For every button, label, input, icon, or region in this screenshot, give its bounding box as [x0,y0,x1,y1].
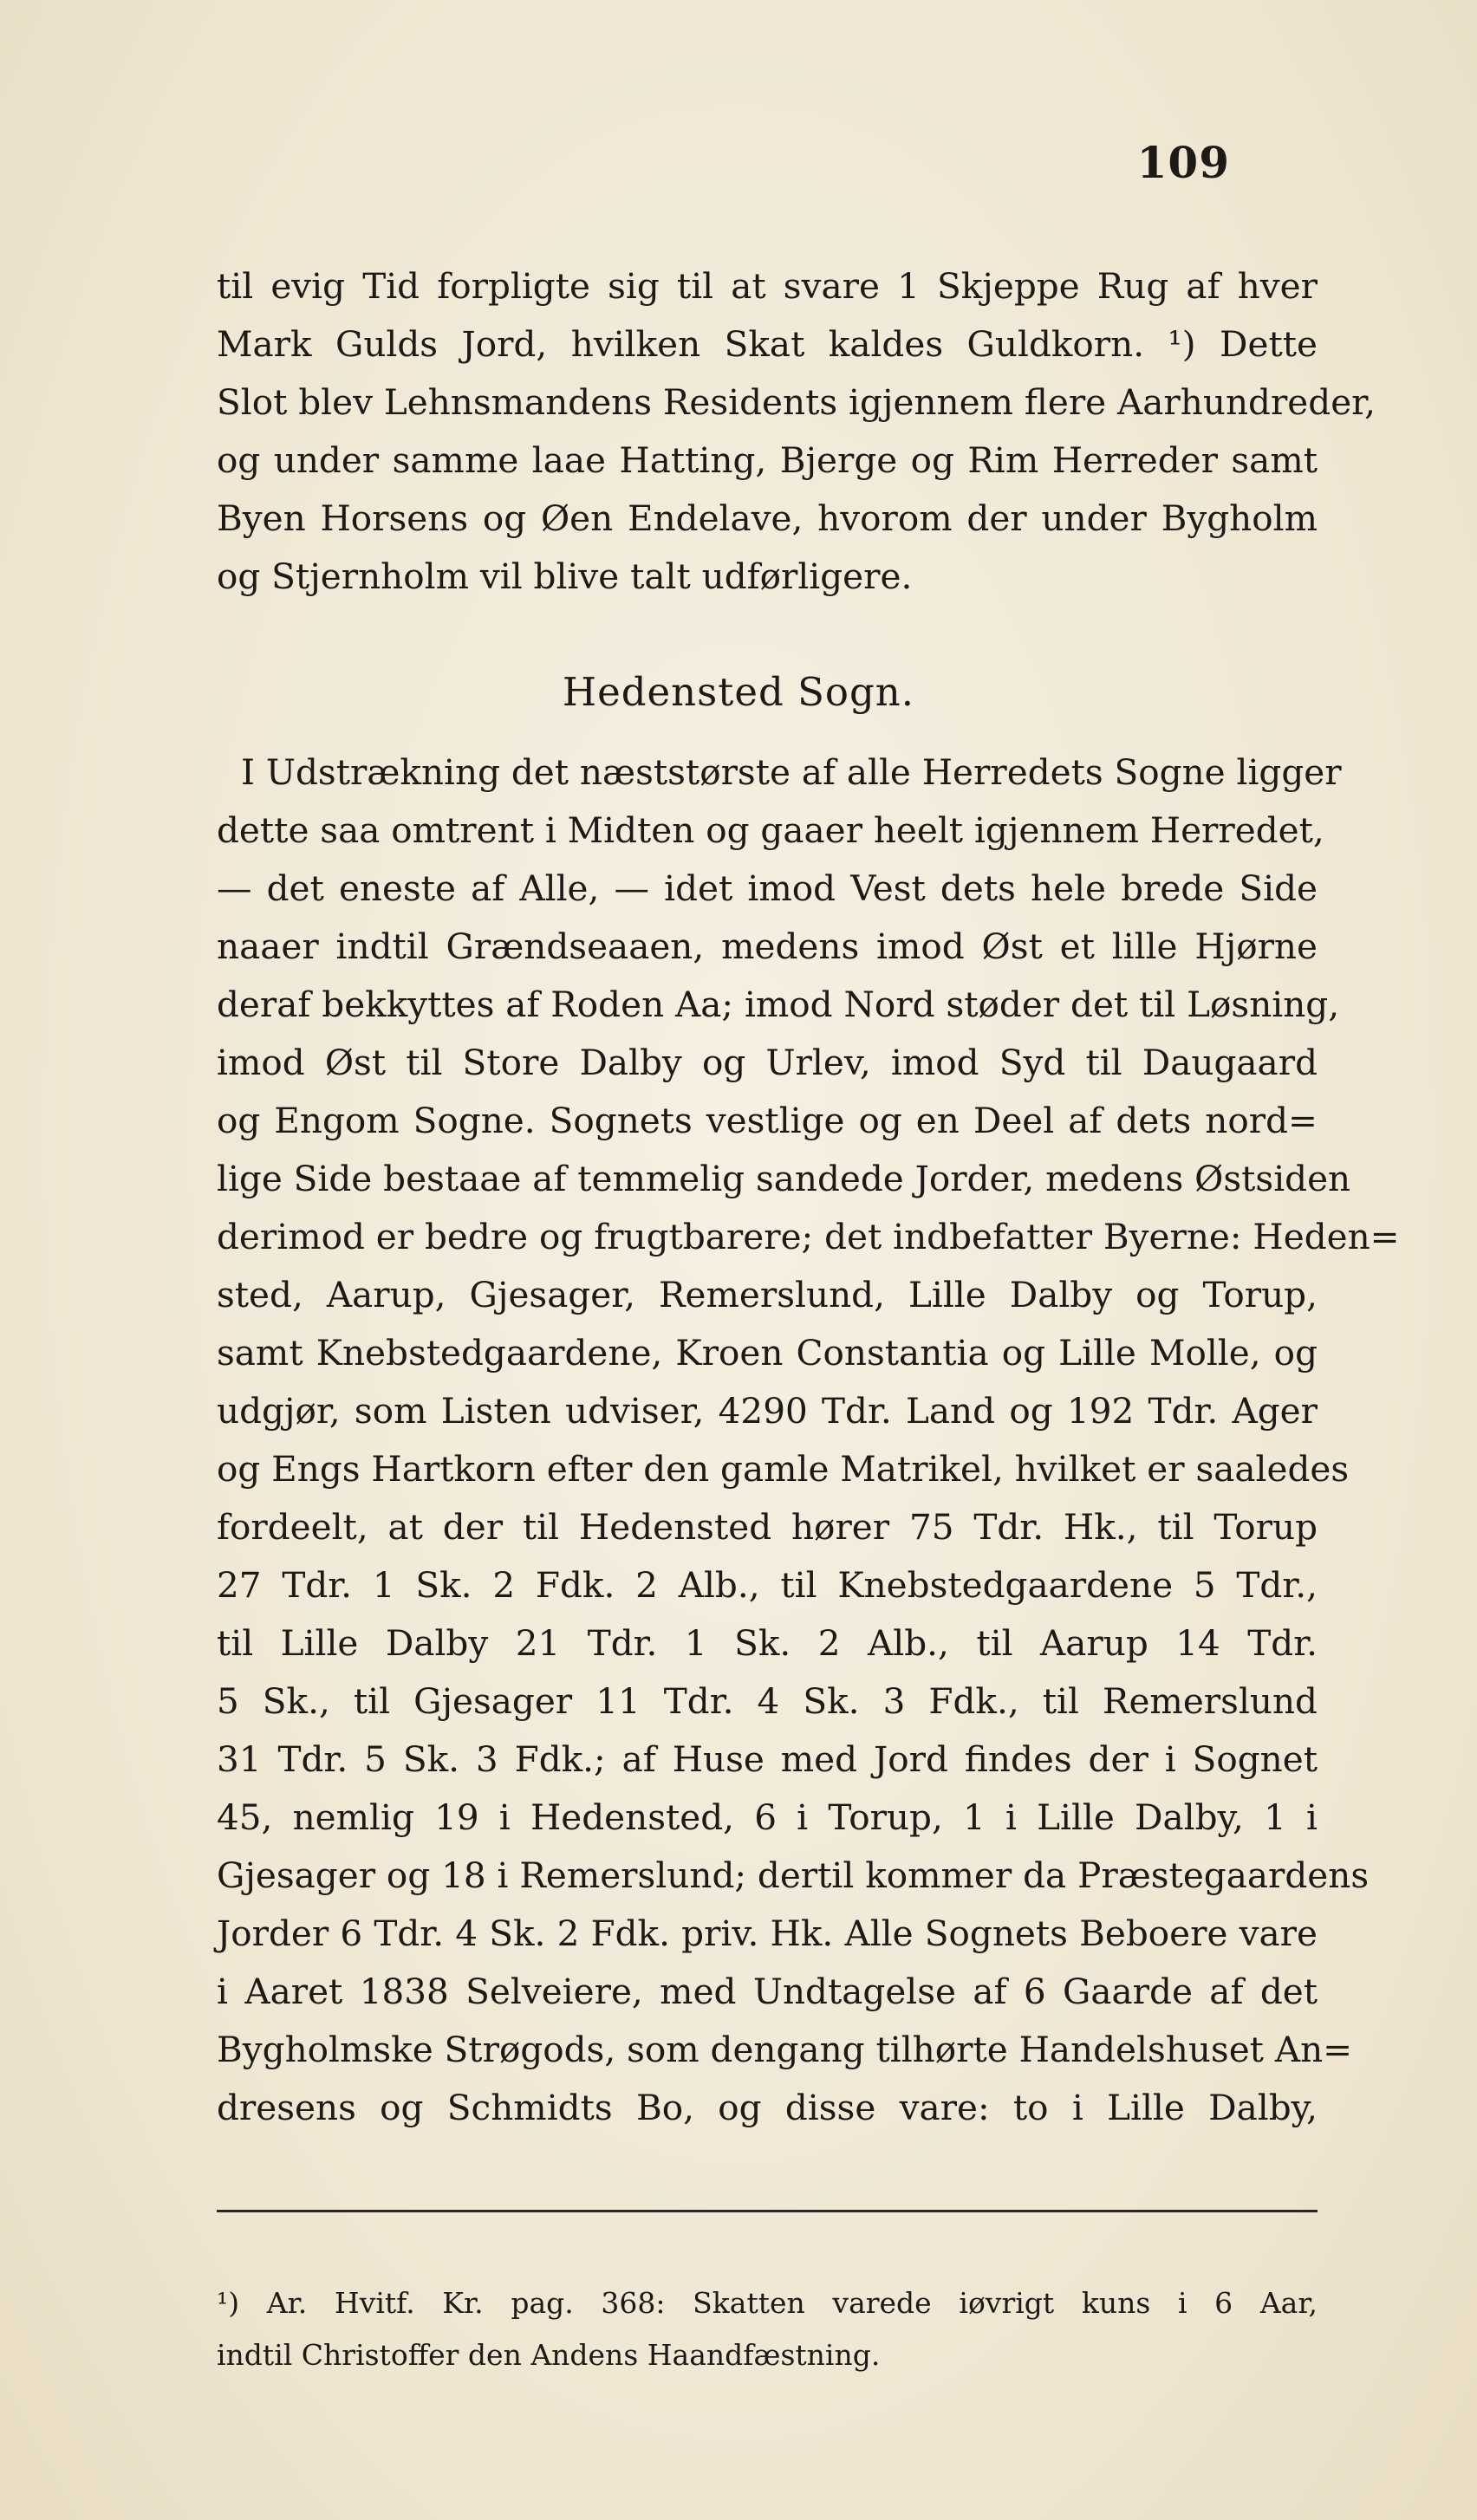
text-line: — det eneste af Alle, — idet imod Vest dets hele brede Side [217,867,1318,909]
text-line: 45, nemlig 19 i Hedensted, 6 i Torup, 1 i Lille Dalby, 1 i [217,1796,1318,1838]
text-line: Bygholmske Strøgods, som dengang tilhørte Handelshuset An= [217,2029,1353,2070]
paragraph-main [217,744,1400,2137]
text-line: Gjesager og 18 i Remerslund; dertil kommer da Præstegaardens [217,1854,1370,1896]
text-line: til Lille Dalby 21 Tdr. 1 Sk. 2 Alb., til Aarup 14 Tdr. [217,1622,1318,1664]
page-number: 109 [1136,137,1230,188]
footnote [217,2277,1318,2381]
text-line: og Stjernholm vil blive talt udførligere. [217,555,913,597]
text-line: naaer indtil Grændseaaen, medens imod Øst et lille Hjørne [217,926,1318,967]
footnote-line: indtil Christoffer den Andens Haandfæstning. [217,2338,881,2372]
text-line: dresens og Schmidts Bo, og disse vare: to i Lille Dalby, [217,2087,1318,2128]
text-line: 5 Sk., til Gjesager 11 Tdr. 4 Sk. 3 Fdk., til Remerslund [217,1680,1318,1722]
text-line: til evig Tid forpligte sig til at svare 1 Skjeppe Rug af hver [217,265,1318,307]
text-line: lige Side bestaae af temmelig sandede Jorder, medens Østsiden [217,1158,1351,1199]
text-line: Mark Gulds Jord, hvilken Skat kaldes Guldkorn. ¹) Dette [217,323,1318,365]
text-line: udgjør, som Listen udviser, 4290 Tdr. Land og 192 Tdr. Ager [217,1390,1318,1432]
text-line: og Engs Hartkorn efter den gamle Matrikel, hvilket er saaledes [217,1448,1350,1490]
text-line: I Udstrækning det næststørste af alle Herredets Sogne ligger [241,751,1342,793]
footnote-line: ¹) Ar. Hvitf. Kr. pag. 368: Skatten varede iøvrigt kuns i 6 Aar, [217,2286,1318,2320]
text-line: deraf bekkyttes af Roden Aa; imod Nord støder det til Løsning, [217,984,1340,1025]
footnote-divider [217,2210,1318,2212]
text-line: fordeelt, at der til Hedensted hører 75 Tdr. Hk., til Torup [217,1506,1318,1548]
text-line: derimod er bedre og frugtbarere; det indbefatter Byerne: Heden= [217,1216,1400,1257]
text-line: 31 Tdr. 5 Sk. 3 Fdk.; af Huse med Jord findes der i Sognet [217,1738,1318,1780]
text-line: sted, Aarup, Gjesager, Remerslund, Lille Dalby og Torup, [217,1274,1318,1315]
text-line: imod Øst til Store Dalby og Urlev, imod Syd til Daugaard [217,1042,1318,1083]
text-line: og Engom Sogne. Sognets vestlige og en Deel af dets nord= [217,1100,1318,1141]
text-line: 27 Tdr. 1 Sk. 2 Fdk. 2 Alb., til Knebstedgaardene 5 Tdr., [217,1564,1318,1606]
text-line: samt Knebstedgaardene, Kroen Constantia og Lille Molle, og [217,1332,1318,1374]
text-line: Byen Horsens og Øen Endelave, hvorom der under Bygholm [217,497,1318,539]
text-line: Slot blev Lehnsmandens Residents igjennem flere Aarhundreder, [217,381,1376,423]
paragraph-continuation [217,257,1376,606]
text-line: dette saa omtrent i Midten og gaaer heelt igjennem Herredet, [217,809,1324,851]
text-line: og under samme laae Hatting, Bjerge og Rim Herreder samt [217,439,1318,481]
section-heading: Hedensted Sogn. [562,669,915,715]
text-line: Jorder 6 Tdr. 4 Sk. 2 Fdk. priv. Hk. Alle Sognets Beboere vare [217,1913,1318,1954]
text-line: i Aaret 1838 Selveiere, med Undtagelse af 6 Gaarde af det [217,1971,1318,2012]
